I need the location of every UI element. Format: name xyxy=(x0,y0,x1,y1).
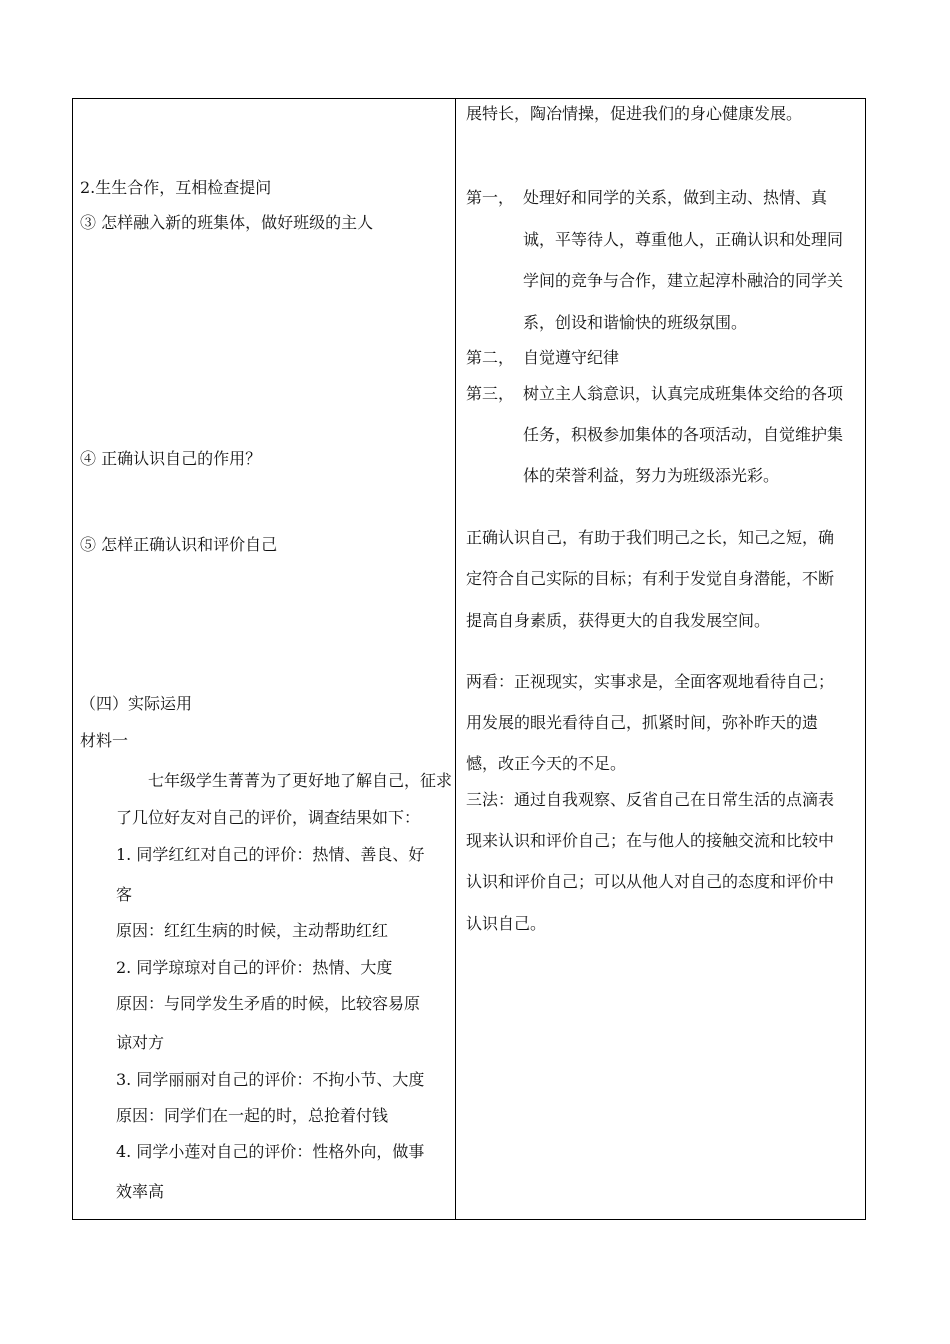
material-1-line: 谅对方 xyxy=(116,1033,165,1052)
two-look-line: 用发展的眼光看待自己，抓紧时间，弥补昨天的遗 xyxy=(466,713,819,732)
material-1-line: 4. 同学小莲对自己的评价：性格外向，做事 xyxy=(116,1142,425,1161)
section-4-heading: （四）实际运用 xyxy=(80,694,193,713)
third-text-line: 体的荣誉利益，努力为班级添光彩。 xyxy=(523,466,780,485)
second-label: 第二， xyxy=(466,348,515,367)
material-1-line: 原因：红红生病的时候，主动帮助红红 xyxy=(116,921,389,940)
column-divider xyxy=(455,98,456,1220)
material-1-line: 效率高 xyxy=(116,1182,165,1201)
three-method-line: 认识和评价自己；可以从他人对自己的态度和评价中 xyxy=(466,872,835,891)
first-text-line: 诚，平等待人，尊重他人，正确认识和处理同 xyxy=(523,230,844,249)
first-text-line: 系，创设和谐愉快的班级氛围。 xyxy=(523,313,748,332)
material-1-line: 2. 同学琼琼对自己的评价：热情、大度 xyxy=(116,958,393,977)
right-top-line: 展特长，陶冶情操，促进我们的身心健康发展。 xyxy=(466,104,803,123)
left-question-3: ③ 怎样融入新的班集体，做好班级的主人 xyxy=(80,213,374,232)
self-awareness-line: 定符合自己实际的目标；有利于发觉自身潜能，不断 xyxy=(466,569,835,588)
third-label: 第三， xyxy=(466,384,515,403)
first-label: 第一， xyxy=(466,188,515,207)
first-text-line: 处理好和同学的关系，做到主动、热情、真 xyxy=(523,188,828,207)
material-1-line: 1. 同学红红对自己的评价：热情、善良、好 xyxy=(116,845,425,864)
three-method-line: 认识自己。 xyxy=(466,914,547,933)
material-1-title: 材料一 xyxy=(80,731,129,750)
three-method-line: 三法：通过自我观察、反省自己在日常生活的点滴表 xyxy=(466,790,835,809)
left-step2: 2.生生合作，互相检查提问 xyxy=(80,178,272,197)
material-1-line: 了几位好友对自己的评价，调查结果如下： xyxy=(116,808,421,827)
left-question-5: ⑤ 怎样正确认识和评价自己 xyxy=(80,535,278,554)
three-method-line: 现来认识和评价自己；在与他人的接触交流和比较中 xyxy=(466,831,835,850)
content-table xyxy=(72,98,866,1220)
two-look-line: 两看：正视现实，实事求是，全面客观地看待自己； xyxy=(466,672,835,691)
self-awareness-line: 提高自身素质，获得更大的自我发展空间。 xyxy=(466,611,771,630)
material-1-line: 客 xyxy=(116,885,133,904)
third-text-line: 树立主人翁意识，认真完成班集体交给的各项 xyxy=(523,384,844,403)
material-1-line: 七年级学生菁菁为了更好地了解自己，征求 xyxy=(148,771,453,790)
material-1-line: 原因：与同学发生矛盾的时候，比较容易原 xyxy=(116,994,421,1013)
self-awareness-line: 正确认识自己，有助于我们明己之长，知己之短，确 xyxy=(466,528,835,547)
material-1-line: 原因：同学们在一起的时，总抢着付钱 xyxy=(116,1106,389,1125)
third-text-line: 任务，积极参加集体的各项活动，自觉维护集 xyxy=(523,425,844,444)
material-1-line: 3. 同学丽丽对自己的评价：不拘小节、大度 xyxy=(116,1070,425,1089)
left-question-4: ④ 正确认识自己的作用？ xyxy=(80,449,262,468)
first-text-line: 学间的竞争与合作，建立起淳朴融洽的同学关 xyxy=(523,271,844,290)
second-text: 自觉遵守纪律 xyxy=(523,348,620,367)
two-look-line: 憾，改正今天的不足。 xyxy=(466,754,627,773)
